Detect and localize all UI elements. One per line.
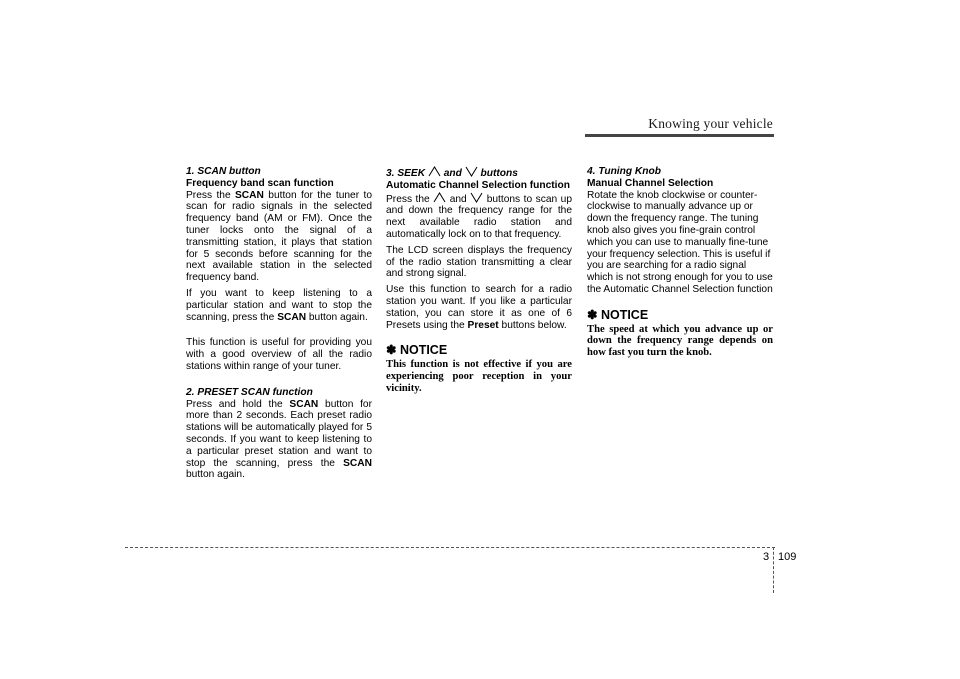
seek-buttons-heading: 3. SEEK and buttons xyxy=(386,168,518,179)
seek-down-icon xyxy=(470,192,483,203)
scan-paragraph-2: If you want to keep listening to a particular station and want to stop the scanning, press the SCAN button again. xyxy=(186,287,372,323)
notice-heading: ✽ NOTICE xyxy=(386,343,448,358)
preset-scan-heading: 2. PRESET SCAN function xyxy=(186,386,313,398)
footer-divider xyxy=(773,547,774,593)
seek-down-icon xyxy=(465,166,478,177)
scan-paragraph-1: Press the SCAN button for the tuner to scan for radio signals in the selected frequency band (AM or FM). Once the tuner locks onto the signal of a transmitting station, it plays that station for 5 seconds before scanning for the next available station in the selected frequency band. xyxy=(186,189,372,284)
notice-text: This function is not effective if you are experiencing poor reception in your vicinity. xyxy=(386,359,572,394)
tuning-knob-paragraph: Rotate the knob clockwise or counter-clockwise to manually advance up or down the frequency range. The tuning knob also gives you fine-grain control which you can use to manually fine-tune your frequency selection. This is useful if you are searching for a radio signal which is not strong enough for you to use the Automatic Channel Selection function xyxy=(587,189,773,295)
manual-channel-subheading: Manual Channel Selection xyxy=(587,177,714,189)
tuning-knob-heading: 4. Tuning Knob xyxy=(587,166,661,177)
page-number: 109 xyxy=(778,551,797,563)
scan-paragraph-3: This function is useful for providing you with a good overview of all the radio stations within range of your tuner. xyxy=(186,337,372,372)
chapter-number: 3 xyxy=(763,551,770,563)
seek-paragraph-2: The LCD screen displays the frequency of the radio station transmitting a clear and strong signal. xyxy=(386,244,572,280)
seek-paragraph-3: Use this function to search for a radio station you want. If you like a particular station, you can store it as one of 6 Presets using the Preset buttons below. xyxy=(386,284,572,331)
page-header-title: Knowing your vehicle xyxy=(648,116,773,131)
notice-text: The speed at which you advance up or down the frequency range depends on how fast you turn the knob. xyxy=(587,323,773,359)
preset-scan-paragraph: Press and hold the SCAN button for more than 2 seconds. Each preset radio stations will be automatically played for 5 seconds. If you want to keep listening to a particular preset station and want to stop the scanning, press the SCAN button again. xyxy=(186,398,372,481)
seek-paragraph-1: Press the and buttons to scan up and down the frequency range for the next available radio station and automatically lock on to that frequency. xyxy=(386,193,572,240)
notice-heading: ✽ NOTICE xyxy=(587,307,649,322)
column-3 xyxy=(587,166,773,359)
seek-up-icon xyxy=(428,166,441,177)
scan-button-heading: 1. SCAN button xyxy=(186,166,261,177)
automatic-channel-subheading: Automatic Channel Selection function xyxy=(386,179,570,191)
frequency-band-scan-subheading: Frequency band scan function xyxy=(186,177,334,189)
footer-rule xyxy=(125,547,775,548)
header-rule xyxy=(585,134,774,137)
seek-up-icon xyxy=(433,192,446,203)
column-2 xyxy=(386,166,572,395)
column-1 xyxy=(186,166,372,481)
